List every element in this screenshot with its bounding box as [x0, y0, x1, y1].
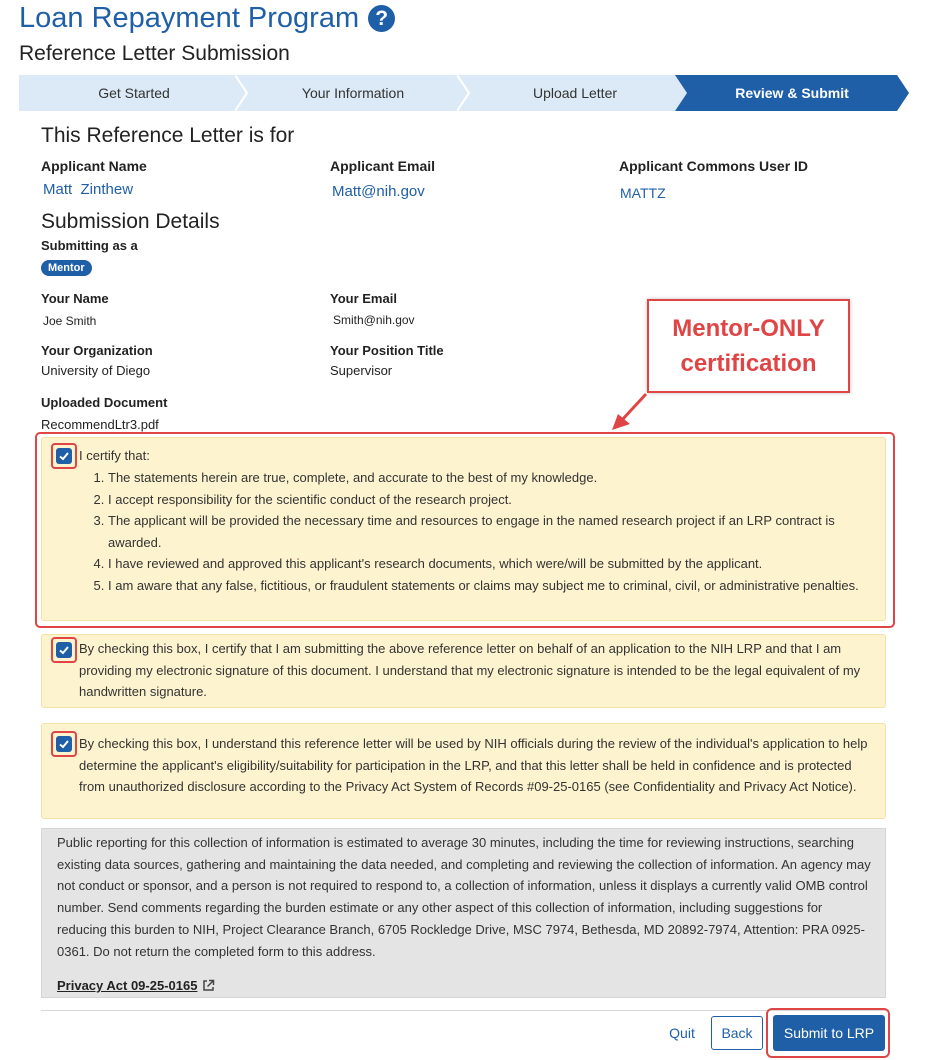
- privacy-act-link[interactable]: [57, 978, 215, 993]
- callout-arrow-icon: [600, 392, 660, 436]
- step-get-started: Get Started: [19, 75, 249, 111]
- burden-text: Public reporting for this collection of information is estimated to average 30 minutes, including the time for reviewing instructions, searching existing data sources, gathering and maintaining the data needed, and completing and reviewing the collection of information. An agency may not conduct or sponsor, and a person is not required to respond to, a collection of information, unless it displays a currently valid OMB control number. Send comments regarding the burden estimate or any other aspect of this collection of information, including suggestions for reducing this burden to NIH, Project Clearance Branch, 6705 Rockledge Drive, MSC 7974, Bethesda, MD 20892-7974, Attention: PRA 0925-0361. Do not return the completed form to this address.: [57, 835, 871, 959]
- privacy-act-link-text[interactable]: Privacy Act 09-25-0165: [57, 978, 198, 993]
- check-icon: [58, 738, 70, 750]
- mentor-cert-checkbox[interactable]: [56, 448, 72, 464]
- mentor-only-callout: [647, 299, 850, 393]
- applicant-id-label: Applicant Commons User ID: [619, 158, 809, 174]
- submit-button[interactable]: Submit to LRP: [773, 1015, 885, 1051]
- signature-cert-text: By checking this box, I certify that I am submitting the above reference letter on behalf of an application to the NIH LRP and that I am providing my electronic signature of this document. I understand that my electronic signature is intended to be the legal equivalent of my handwritten signature.: [79, 641, 861, 699]
- your-name-label: Your Name: [41, 291, 109, 306]
- mentor-cert-item: 2. I accept responsibility for the scientific conduct of the research project.: [108, 489, 878, 511]
- your-email: Smith@nih.gov: [333, 313, 415, 327]
- your-email-label: Your Email: [330, 291, 397, 306]
- privacy-cert-box: [41, 723, 886, 819]
- app-title: [19, 2, 395, 35]
- applicant-email: Matt@nih.gov: [332, 183, 425, 200]
- org-label: Your Organization: [41, 343, 153, 358]
- mentor-cert-list: [108, 467, 878, 596]
- your-name: Joe Smith: [43, 314, 97, 328]
- doc-label: Uploaded Document: [41, 395, 168, 410]
- step-upload-letter: Upload Letter: [457, 75, 693, 111]
- callout-line-2: certification: [680, 350, 817, 377]
- mentor-cert-item: 4. I have reviewed and approved this applicant's research documents, which were/will be submitted by the applicant.: [108, 553, 878, 575]
- applicant-id: MATTZ: [620, 185, 666, 201]
- privacy-cert-checkbox[interactable]: [56, 736, 72, 752]
- progress-stepper: [19, 75, 909, 111]
- letter-for-heading: This Reference Letter is for: [41, 124, 295, 147]
- callout-line-1: Mentor-ONLY: [672, 315, 825, 342]
- privacy-cert-text: By checking this box, I understand this reference letter will be used by NIH officials during the review of the individual's application to help determine the applicant's eligibility/suitability for participation in the LRP, and that this letter shall be held in confidence and is protected from unauthorized disclosure according to the Privacy Act System of Records #09-25-0165 (see Confidentiality and Privacy Act Notice).: [79, 736, 868, 794]
- help-icon[interactable]: ?: [368, 5, 395, 32]
- quit-button[interactable]: Quit: [669, 1025, 695, 1041]
- signature-cert-checkbox[interactable]: [56, 642, 72, 658]
- submission-heading: Submission Details: [41, 210, 220, 233]
- mentor-cert-item: 1. The statements herein are true, complete, and accurate to the best of my knowledge.: [108, 467, 878, 489]
- app-title-text: Loan Repayment Program: [19, 2, 360, 34]
- signature-cert-box: [41, 634, 886, 708]
- footer-divider: [41, 1010, 886, 1011]
- org-value: University of Diego: [41, 363, 151, 378]
- role-badge: Mentor: [41, 260, 92, 276]
- applicant-name-label: Applicant Name: [41, 158, 147, 174]
- mentor-cert-box: [41, 437, 886, 621]
- position-value: Supervisor: [330, 363, 393, 378]
- position-label: Your Position Title: [330, 343, 444, 358]
- check-icon: [58, 644, 70, 656]
- uploaded-doc[interactable]: RecommendLtr3.pdf: [41, 417, 159, 432]
- page-subtitle: Reference Letter Submission: [19, 42, 290, 65]
- mentor-cert-item: 3. The applicant will be provided the necessary time and resources to engage in the named research project if an LRP contract is awarded.: [108, 510, 878, 553]
- submitting-as-label: Submitting as a: [41, 238, 138, 253]
- step-review-submit: Review & Submit: [675, 75, 909, 111]
- burden-statement: [41, 828, 886, 998]
- external-link-icon: [202, 979, 215, 992]
- applicant-email-label: Applicant Email: [330, 158, 436, 174]
- check-icon: [58, 450, 70, 462]
- mentor-cert-intro: I certify that:: [79, 448, 150, 463]
- back-button[interactable]: Back: [711, 1016, 763, 1050]
- applicant-name: Matt Zinthew: [43, 181, 134, 198]
- mentor-cert-item: 5. I am aware that any false, fictitious, or fraudulent statements or claims may subject me to criminal, civil, or administrative penalties.: [108, 575, 878, 597]
- step-your-information: Your Information: [235, 75, 471, 111]
